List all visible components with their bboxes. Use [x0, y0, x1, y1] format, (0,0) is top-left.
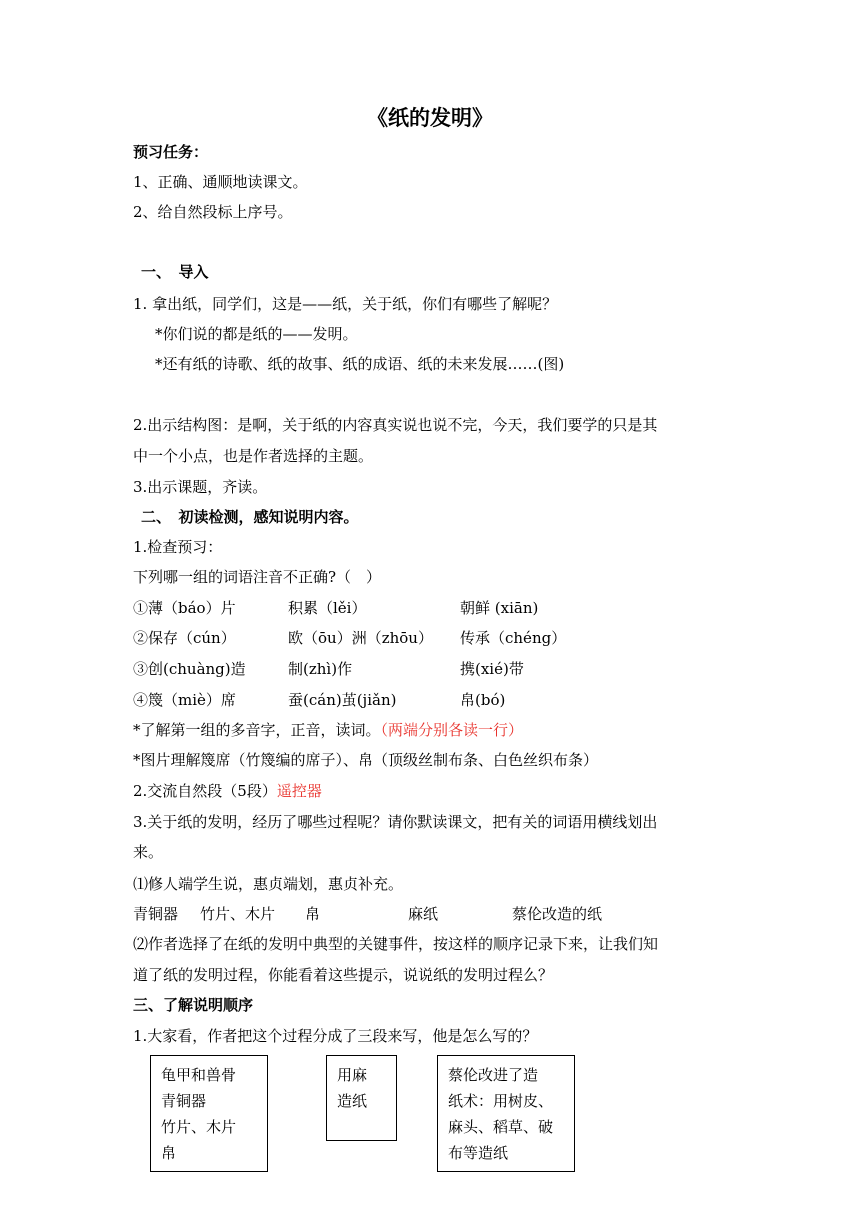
preview-item-2: 2、给自然段标上序号。 [133, 203, 293, 221]
stage-box-cailun-improvement [437, 1055, 575, 1172]
sub-item-1: ⑴修人端学生说，惠贞端划，惠贞补充。 [133, 875, 404, 893]
option-4-col-3: 帛(bó) [460, 691, 506, 709]
term-silk: 帛 [305, 905, 321, 923]
section-1-q1-note-a: *你们说的都是纸的——发明。 [155, 325, 358, 343]
option-row-1 [133, 598, 538, 618]
exchange-text: 2.交流自然段（5段） [133, 782, 277, 800]
option-2-col-3: 传承（chéng） [460, 629, 567, 647]
term-hemp-paper: 麻纸 [408, 905, 439, 923]
box-3-line-4: 布等造纸 [448, 1144, 509, 1162]
box-3-line-1: 蔡伦改进了造 [448, 1066, 539, 1084]
section-3-heading: 三、了解说明顺序 [133, 996, 254, 1014]
box-2-line-1: 用麻 [337, 1066, 368, 1084]
option-3-col-1: ③创(chuàng)造 [133, 660, 246, 678]
stage-box-early-materials [150, 1055, 268, 1172]
option-2-col-1: ②保存（cún） [133, 629, 236, 647]
note-picture: *图片理解篾席（竹篾编的席子）、帛（顶级丝制布条、白色丝织布条） [133, 751, 599, 769]
key-terms-row [133, 904, 602, 924]
stage-box-hemp-paper [326, 1055, 397, 1141]
box-3-line-3: 麻头、稻草、破 [448, 1118, 554, 1136]
option-3-col-2: 制(zhì)作 [288, 660, 353, 678]
option-row-3 [133, 659, 524, 679]
option-2-col-2: 欧（ōu）洲（zhōu） [288, 629, 433, 647]
term-cailun-paper: 蔡伦改造的纸 [512, 905, 603, 923]
box-2-line-2: 造纸 [337, 1092, 368, 1110]
section-2-q3-line-1: 3.关于纸的发明，经历了哪些过程呢？请你默读课文，把有关的词语用横线划出 [133, 813, 658, 831]
option-1-col-1: ①薄（báo）片 [133, 599, 236, 617]
option-3-col-3: 携(xié)带 [460, 660, 524, 678]
exchange-red: 遥控器 [276, 782, 322, 800]
option-1-col-2: 积累（lěi） [288, 599, 367, 617]
sub-item-2-line-2: 道了纸的发明过程，你能看着这些提示，说说纸的发明过程么？ [133, 966, 554, 984]
option-4-col-2: 蚕(cán)茧(jiǎn) [288, 691, 397, 709]
preview-item-1: 1、正确、通顺地读课文。 [133, 173, 308, 191]
note-polyphone-red: （两端分别各读一行） [380, 721, 524, 739]
note-polyphone-text: *了解第一组的多音字，正音，读词。 [133, 721, 381, 739]
box-3-line-2: 纸术：用树皮、 [448, 1092, 554, 1110]
preview-heading: 预习任务： [133, 143, 209, 161]
section-1-heading: 一、 导入 [141, 263, 209, 281]
option-4-col-1: ④篾（miè）席 [133, 691, 236, 709]
quiz-question: 下列哪一组的词语注音不正确?（ ） [133, 568, 382, 586]
section-1-q2-line-1: 2.出示结构图：是啊，关于纸的内容真实说也说不完，今天，我们要学的只是其 [133, 416, 658, 434]
exchange-paragraphs [133, 781, 322, 801]
box-1-line-3: 竹片、木片 [161, 1118, 237, 1136]
term-bamboo-wood: 竹片、木片 [200, 905, 276, 923]
section-1-q3: 3.出示课题，齐读。 [133, 478, 268, 496]
option-row-2 [133, 628, 566, 648]
box-1-line-2: 青铜器 [161, 1092, 207, 1110]
section-1-q1: 1. 拿出纸，同学们，这是——纸，关于纸，你们有哪些了解呢？ [133, 295, 558, 313]
term-bronze: 青铜器 [133, 905, 179, 923]
box-1-line-1: 龟甲和兽骨 [161, 1066, 237, 1084]
page-title: 《纸的发明》 [367, 105, 493, 130]
box-1-line-4: 帛 [161, 1144, 177, 1162]
section-2-heading: 二、 初读检测，感知说明内容。 [141, 508, 359, 526]
section-2-q3-line-2: 来。 [133, 843, 164, 861]
option-row-4 [133, 690, 505, 710]
section-1-q1-note-b: *还有纸的诗歌、纸的故事、纸的成语、纸的未来发展……(图) [155, 355, 565, 373]
section-3-q1: 1.大家看，作者把这个过程分成了三段来写，他是怎么写的？ [133, 1027, 538, 1045]
sub-item-2-line-1: ⑵作者选择了在纸的发明中典型的关键事件，按这样的顺序记录下来，让我们知 [133, 935, 659, 953]
option-1-col-3: 朝鲜 (xiān) [460, 599, 539, 617]
note-polyphone [133, 720, 523, 740]
check-preview: 1.检查预习： [133, 538, 223, 556]
section-1-q2-line-2: 中一个小点，也是作者选择的主题。 [133, 447, 374, 465]
